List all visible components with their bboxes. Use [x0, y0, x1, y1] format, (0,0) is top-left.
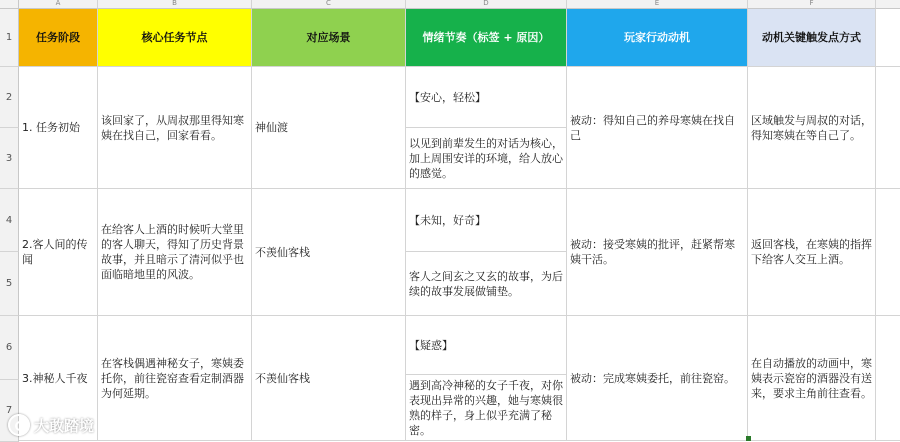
emotion-reason-cell[interactable]: [406, 128, 567, 189]
node-text: 在客栈偶遇神秘女子，寒姨委托你，前往瓷窑查看定制酒器为何延期。: [101, 356, 244, 400]
motivation-text: 被动：接受寒姨的批评，赶紧帮寒姨干活。: [570, 238, 735, 266]
emotion-tag-text: 【未知，好奇】: [409, 213, 486, 227]
emotion-reason-text: 客人之间玄之又玄的故事，为后续的故事发展做铺垫。: [409, 269, 563, 298]
motivation-cell[interactable]: [567, 189, 748, 316]
empty-cell[interactable]: [876, 316, 900, 441]
scene-text: 不羡仙客栈: [255, 245, 310, 259]
row-header-2[interactable]: 2: [0, 67, 19, 128]
column-header-c[interactable]: C: [252, 0, 406, 9]
emotion-tag-text: 【安心，轻松】: [409, 90, 486, 104]
scene-cell[interactable]: [252, 189, 406, 316]
emotion-reason-text: 遇到高冷神秘的女子千夜，对你表现出异常的兴趣，她与寒姨很熟的样子，身上似乎充满了秘密。: [409, 379, 563, 437]
empty-cell[interactable]: [876, 67, 900, 189]
emotion-reason-cell[interactable]: [406, 252, 567, 316]
stage-text: 1. 任务初始: [22, 121, 80, 134]
stage-text: 2.客人间的传闻: [22, 238, 88, 266]
watermark-logo-icon: [8, 414, 30, 436]
node-cell[interactable]: [98, 67, 252, 189]
motivation-cell[interactable]: [567, 67, 748, 189]
column-header-d[interactable]: D: [406, 0, 567, 9]
stage-cell[interactable]: [19, 67, 98, 189]
scene-text: 不羡仙客栈: [255, 371, 310, 385]
trigger-text: 在自动播放的动画中，寒姨表示瓷窑的酒器没有送来，要求主角前往查看。: [751, 356, 872, 400]
column-header-b[interactable]: B: [98, 0, 252, 9]
column-header-g[interactable]: [876, 0, 900, 9]
row-header-1[interactable]: 1: [0, 9, 19, 67]
header-scene[interactable]: 对应场景: [252, 9, 406, 67]
header-task-stage[interactable]: 任务阶段: [19, 9, 98, 67]
motivation-text: 被动：得知自己的养母寒姨在找自己: [570, 113, 735, 142]
column-header-e[interactable]: E: [567, 0, 748, 9]
node-text: 在给客人上酒的时候听大堂里的客人聊天，得知了历史背景故事，并且暗示了清河似乎也面临暗地里的风波。: [101, 223, 244, 281]
row-header-3[interactable]: 3: [0, 128, 19, 189]
empty-cell[interactable]: [876, 189, 900, 316]
watermark-text: 大敢踏境: [34, 416, 95, 435]
row-header-4[interactable]: 4: [0, 189, 19, 252]
emotion-tag-cell[interactable]: [406, 189, 567, 252]
emotion-tag-cell[interactable]: [406, 316, 567, 375]
header-trigger[interactable]: 动机关键触发点方式: [748, 9, 876, 67]
node-cell[interactable]: [98, 316, 252, 441]
row-header-7[interactable]: 7: [0, 380, 19, 442]
emotion-tag-text: 【疑惑】: [409, 338, 453, 352]
select-all-corner[interactable]: [0, 0, 19, 9]
scene-text: 神仙渡: [255, 121, 288, 134]
selection-fill-handle[interactable]: [746, 436, 751, 441]
node-text: 该回家了，从周叔那里得知寒姨在找自己，回家看看。: [101, 113, 244, 142]
row-header-6[interactable]: 6: [0, 316, 19, 380]
emotion-tag-cell[interactable]: [406, 67, 567, 128]
emotion-reason-text: 以见到前辈发生的对话为核心，加上周围安详的环境，给人放心的感觉。: [409, 136, 563, 180]
header-core-node[interactable]: 核心任务节点: [98, 9, 252, 67]
trigger-cell[interactable]: [748, 189, 876, 316]
stage-cell[interactable]: [19, 189, 98, 316]
column-header-f[interactable]: F: [748, 0, 876, 9]
trigger-text: 返回客栈，在寒姨的指挥下给客人交互上酒。: [751, 238, 872, 266]
watermark: [8, 414, 94, 436]
header-emotion-rhythm[interactable]: 情绪节奏（标签 + 原因）: [406, 9, 567, 67]
node-cell[interactable]: [98, 189, 252, 316]
empty-cell[interactable]: [876, 9, 900, 67]
motivation-text: 被动：完成寒姨委托，前往瓷窑。: [570, 371, 735, 385]
scene-cell[interactable]: [252, 67, 406, 189]
row-header-5[interactable]: 5: [0, 252, 19, 316]
column-header-a[interactable]: A: [19, 0, 98, 9]
stage-text: 3.神秘人千夜: [22, 371, 88, 385]
trigger-text: 区域触发与周叔的对话，得知寒姨在等自己了。: [751, 113, 872, 142]
header-motivation[interactable]: 玩家行动动机: [567, 9, 748, 67]
trigger-cell[interactable]: [748, 67, 876, 189]
motivation-cell[interactable]: [567, 316, 748, 441]
emotion-reason-cell[interactable]: [406, 375, 567, 441]
trigger-cell[interactable]: [748, 316, 876, 441]
scene-cell[interactable]: [252, 316, 406, 441]
